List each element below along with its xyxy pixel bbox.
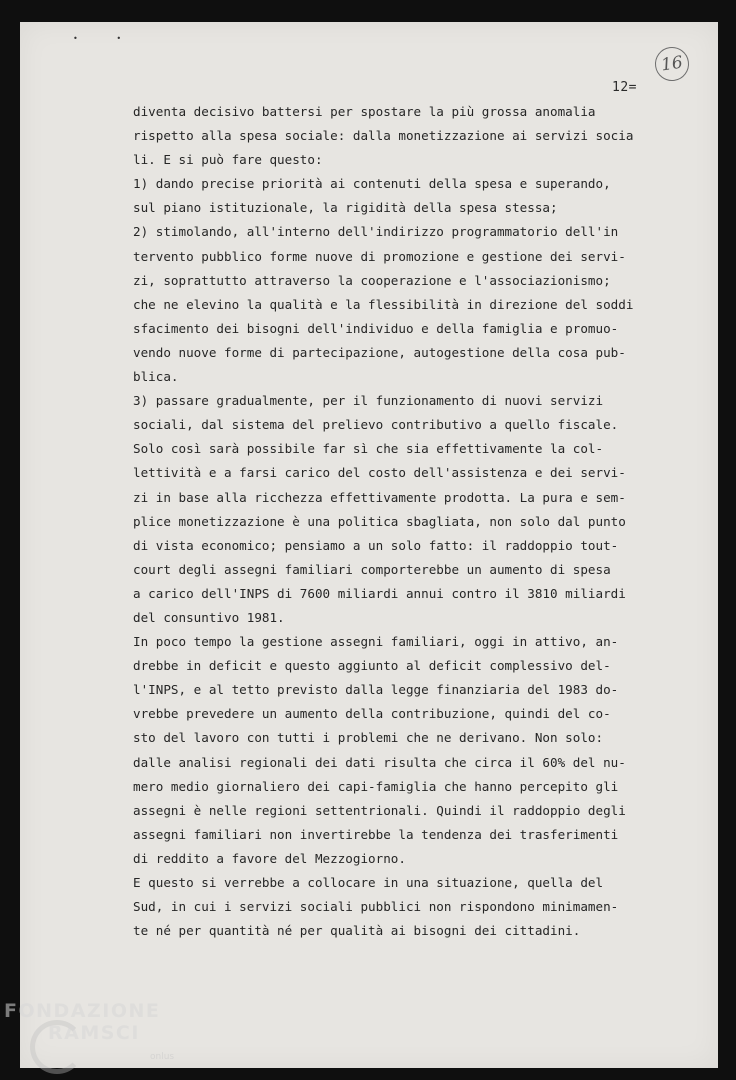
text-line: vendo nuove forme di partecipazione, autogestione della cosa pub- [133, 344, 626, 360]
page-number: 12= [612, 80, 637, 95]
text-line: te né per quantità né per qualità ai bisogni dei cittadini. [133, 923, 581, 939]
text-line: Solo così sarà possibile far sì che sia effettivamente la col- [133, 441, 604, 457]
text-line: sfacimento dei bisogni dell'individuo e della famiglia e promuo- [133, 320, 619, 336]
text-line: blica. [133, 369, 179, 385]
text-line: rispetto alla spesa sociale: dalla monetizzazione ai servizi socia [133, 128, 634, 144]
text-line: di vista economico; pensiamo a un solo fatto: il raddoppio tout- [133, 537, 619, 553]
text-line: vrebbe prevedere un aumento della contribuzione, quindi del co- [133, 706, 611, 722]
watermark-suffix: onlus [150, 1052, 175, 1062]
text-line: l'INPS, e al tetto previsto dalla legge finanziaria del 1983 do- [133, 682, 619, 698]
typed-body-text [133, 100, 673, 943]
scan-specks: • • [73, 34, 122, 43]
text-line: 1) dando precise priorità ai contenuti della spesa e superando, [133, 176, 611, 192]
text-line: assegni è nelle regioni settentrionali. Quindi il raddoppio degli [133, 802, 626, 818]
text-line: zi, soprattutto attraverso la cooperazione e l'associazionismo; [133, 272, 611, 288]
text-line: 3) passare gradualmente, per il funzionamento di nuovi servizi [133, 393, 604, 409]
text-line: 2) stimolando, all'interno dell'indirizzo programmatorio dell'in [133, 224, 619, 240]
text-line: E questo si verrebbe a collocare in una situazione, quella del [133, 875, 604, 890]
text-line: del consuntivo 1981. [133, 609, 285, 625]
text-line: lettività e a farsi carico del costo dell'assistenza e dei servi- [133, 465, 626, 481]
watermark-line2: RAMSCI [48, 1022, 140, 1044]
text-line: plice monetizzazione è una politica sbagliata, non solo dal punto [133, 513, 626, 529]
text-line: court degli assegni familiari comporterebbe un aumento di spesa [133, 561, 611, 577]
text-line: assegni familiari non invertirebbe la tendenza dei trasferimenti [133, 826, 619, 842]
watermark-line1: FONDAZIONE [4, 1000, 161, 1022]
text-line: sociali, dal sistema del prelievo contributivo a quello fiscale. [133, 417, 619, 433]
text-line: sto del lavoro con tutti i problemi che ne derivano. Non solo: [133, 730, 604, 746]
text-line: diventa decisivo battersi per spostare la più grossa anomalia [133, 104, 596, 119]
text-line: tervento pubblico forme nuove di promozione e gestione dei servi- [133, 248, 626, 264]
text-line: dalle analisi regionali dei dati risulta che circa il 60% del nu- [133, 754, 626, 770]
text-line: In poco tempo la gestione assegni familiari, oggi in attivo, an- [133, 634, 619, 650]
text-line: drebbe in deficit e questo aggiunto al deficit complessivo del- [133, 658, 611, 674]
fondazione-gramsci-watermark [4, 1000, 194, 1076]
text-line: li. E si può fare questo: [133, 152, 323, 168]
text-line: sul piano istituzionale, la rigidità della spesa stessa; [133, 200, 558, 216]
text-line: zi in base alla ricchezza effettivamente prodotta. La pura e sem- [133, 489, 626, 505]
text-line: di reddito a favore del Mezzogiorno. [133, 850, 406, 866]
text-line: che ne elevino la qualità e la flessibilità in direzione del soddi [133, 296, 634, 312]
text-line: a carico dell'INPS di 7600 miliardi annui contro il 3810 miliardi [133, 585, 626, 601]
folio-stamp: 16 [653, 45, 691, 83]
text-line: mero medio giornaliero dei capi-famiglia che hanno percepito gli [133, 778, 619, 794]
text-line: Sud, in cui i servizi sociali pubblici non rispondono minimamen- [133, 899, 619, 915]
